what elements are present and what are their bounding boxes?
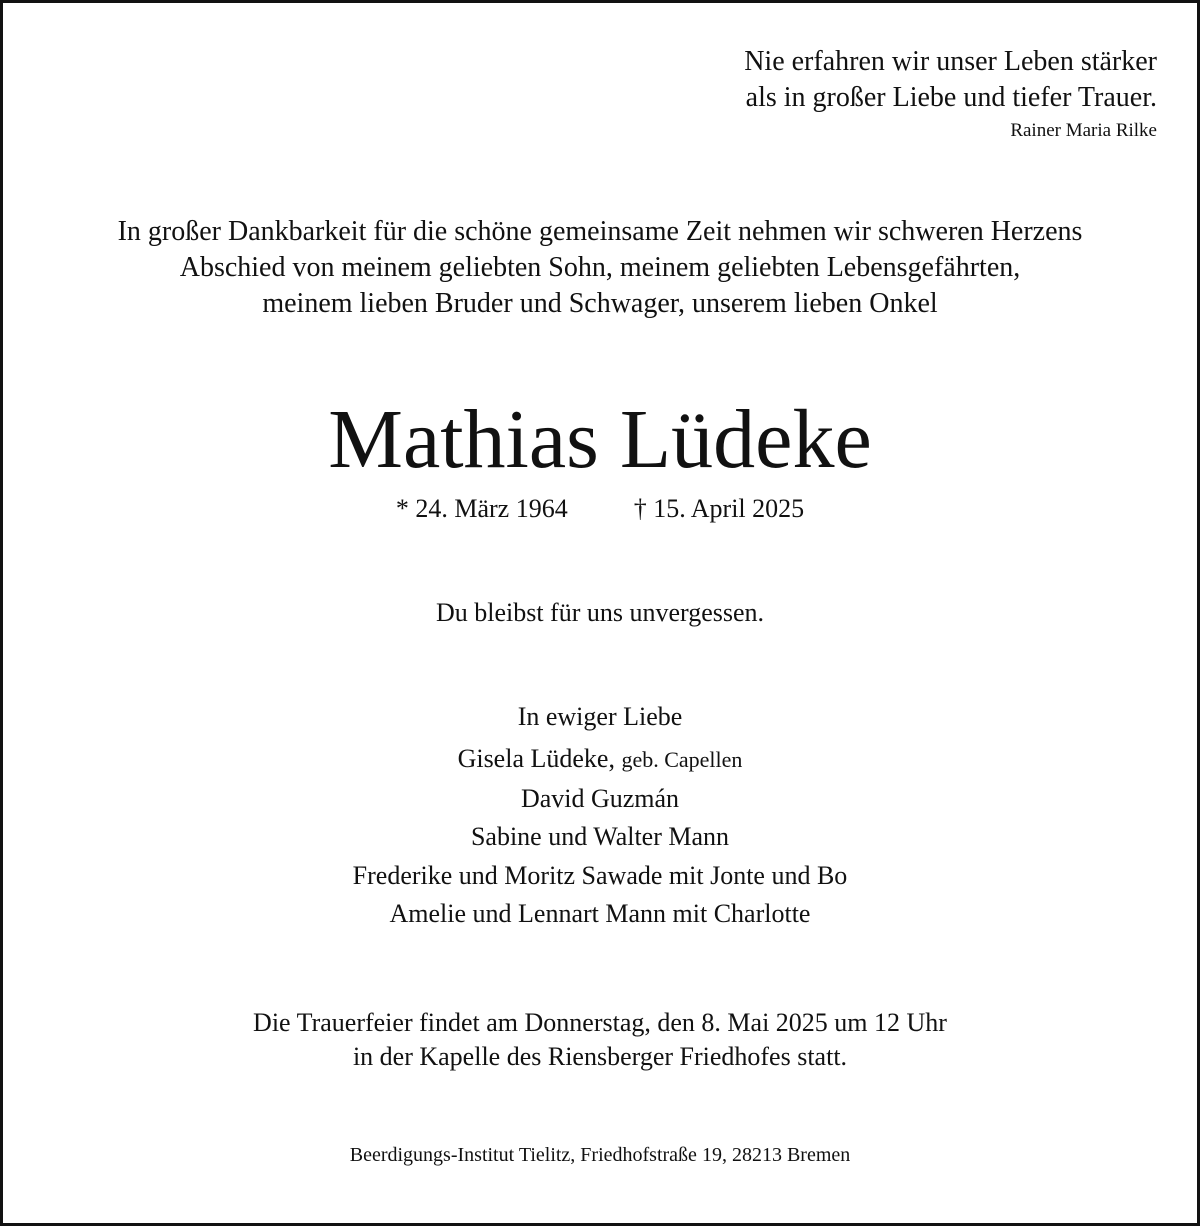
mourner-line: David Guzmán (520, 783, 680, 813)
mourner-line: Amelie und Lennart Mann mit Charlotte (389, 899, 811, 928)
mourners-block (0, 700, 1200, 934)
life-dates (0, 492, 1200, 526)
service-line: in der Kapelle des Riensberger Friedhofes statt. (352, 1042, 848, 1071)
funeral-home: Beerdigungs-Institut Tielitz, Friedhofstraße 19, 28213 Bremen (349, 1144, 851, 1166)
intro-line: Abschied von meinem geliebten Sohn, meinem geliebten Lebensgefährten, (179, 252, 1021, 283)
service-info (0, 1006, 1200, 1074)
service-line: Die Trauerfeier findet am Donnerstag, den 8. Mai 2025 um 12 Uhr (253, 1008, 947, 1037)
maiden-name: geb. Capellen (621, 747, 743, 772)
quote-line: Nie erfahren wir unser Leben stärker (744, 46, 1157, 77)
death-date: † 15. April 2025 (633, 494, 805, 523)
quote-line: als in großer Liebe und tiefer Trauer. (745, 82, 1157, 113)
mourner-name: Gisela Lüdeke, (457, 744, 615, 773)
mourner-line (0, 740, 1200, 780)
intro-line: In großer Dankbarkeit für die schöne gemeinsame Zeit nehmen wir schweren Herzens (117, 216, 1083, 247)
quote-block (744, 44, 1157, 144)
deceased-name: Mathias Lüdeke (328, 393, 872, 486)
quote-author: Rainer Maria Rilke (1010, 120, 1157, 141)
mourners-heading: In ewiger Liebe (517, 702, 683, 731)
intro-text (0, 214, 1200, 322)
mourner-line: Frederike und Moritz Sawade mit Jonte und Bo (352, 860, 848, 890)
intro-line: meinem lieben Bruder und Schwager, unserem lieben Onkel (262, 288, 938, 319)
farewell-text: Du bleibst für uns unvergessen. (435, 598, 765, 627)
mourner-line: Sabine und Walter Mann (470, 822, 730, 851)
birth-date: * 24. März 1964 (395, 494, 568, 523)
